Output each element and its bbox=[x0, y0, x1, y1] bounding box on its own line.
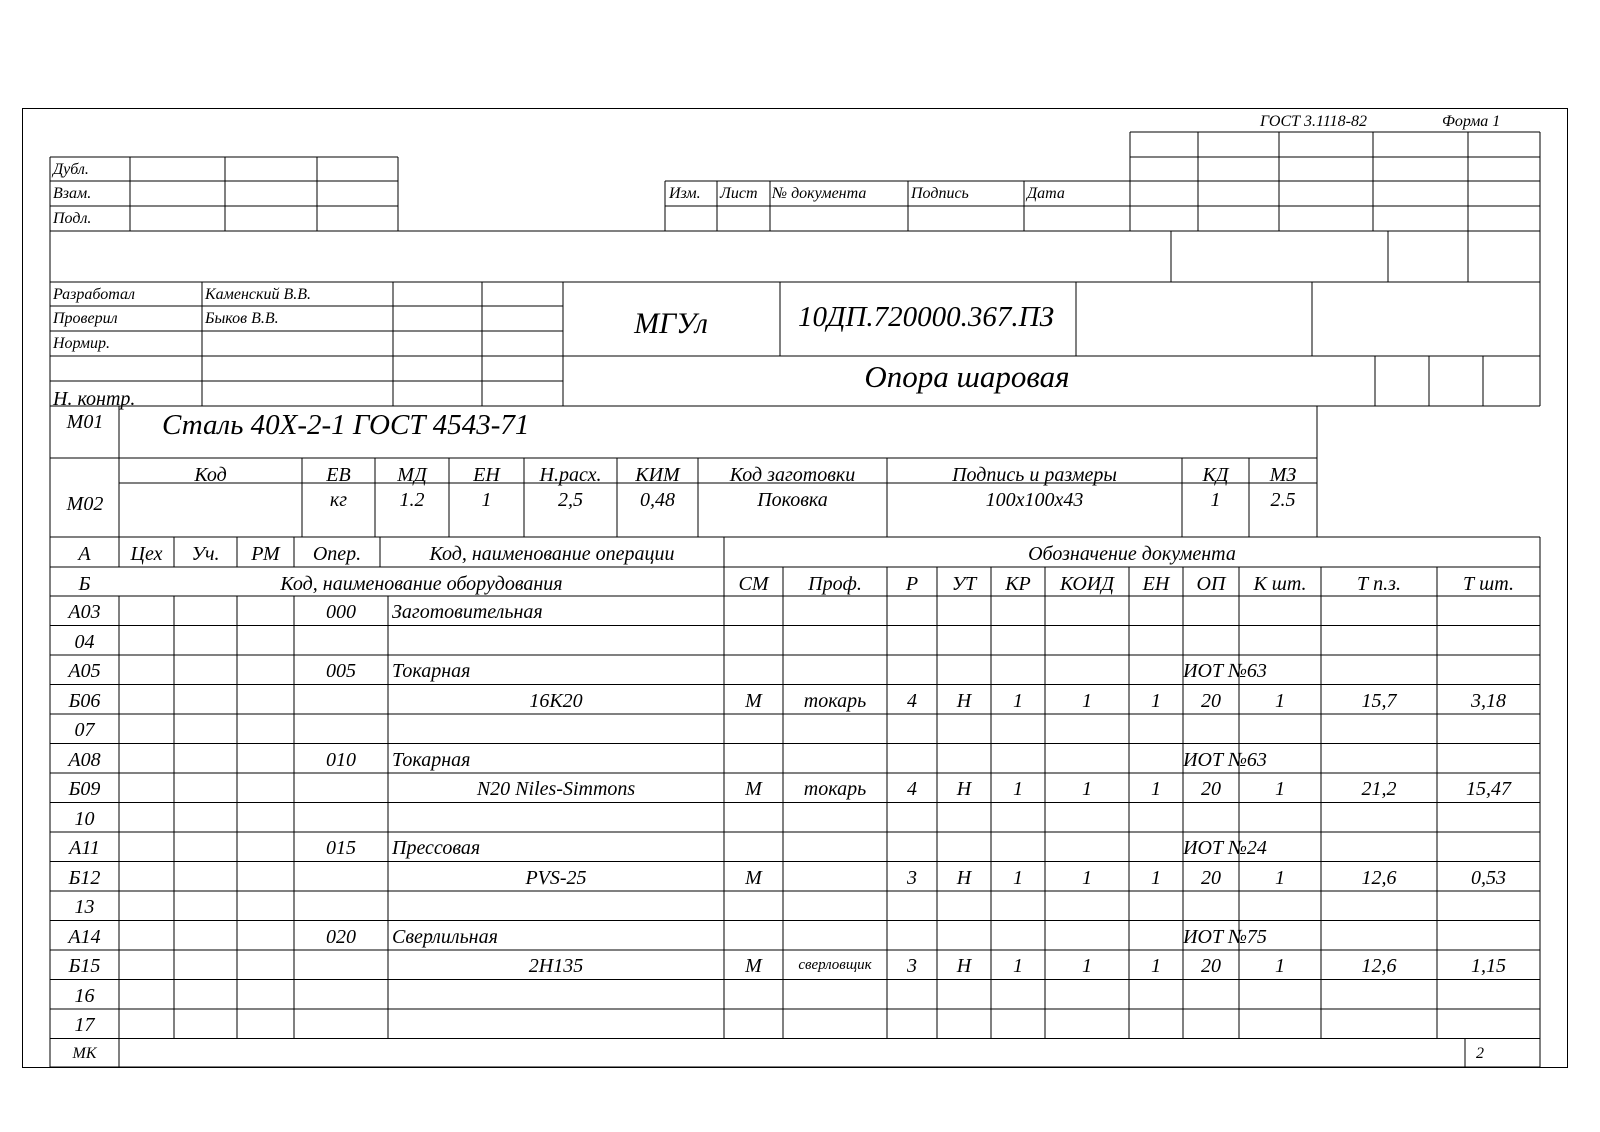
row-mark: 04 bbox=[74, 630, 95, 653]
signature-label: Подпись bbox=[911, 185, 969, 202]
m02-header-2: МД bbox=[397, 464, 427, 486]
header-oper: Опер. bbox=[312, 543, 362, 565]
row-col-4: 1 bbox=[1013, 955, 1023, 977]
row-doc: ИОТ №63 bbox=[1183, 660, 1267, 682]
part-name: Опора шаровая bbox=[864, 359, 1070, 394]
row-oper: 020 bbox=[326, 925, 356, 948]
row-mark: 16 bbox=[74, 984, 95, 1007]
m02-header-6: Код заготовки bbox=[729, 464, 856, 486]
row-mark: Б09 bbox=[68, 778, 101, 800]
footer-mk: МК bbox=[72, 1044, 97, 1062]
m02-header-5: КИМ bbox=[635, 464, 680, 486]
row-col-9: 15,7 bbox=[1361, 689, 1397, 712]
row-col-2: 4 bbox=[907, 778, 917, 800]
header-col-5: КОИД bbox=[1060, 573, 1114, 595]
header-oper-name: Код, наименование операции bbox=[429, 543, 675, 565]
list-label: Лист bbox=[720, 185, 758, 202]
row-col-7: 20 bbox=[1201, 689, 1221, 712]
developed-name: Каменский В.В. bbox=[205, 286, 312, 303]
m02-value-6: Поковка bbox=[757, 489, 828, 511]
row-col-10: 3,18 bbox=[1471, 689, 1506, 712]
row-col-0: М bbox=[745, 955, 762, 977]
header-a-mark: А bbox=[78, 543, 91, 565]
checked-name: Быков В.В. bbox=[205, 310, 279, 327]
row-oper-name: Сверлильная bbox=[392, 925, 498, 948]
header-col-7: ОП bbox=[1196, 573, 1226, 595]
doc-no-label: № документа bbox=[772, 185, 867, 202]
m02-value-4: 2,5 bbox=[558, 489, 583, 511]
row-oper-name: Прессовая bbox=[392, 837, 481, 859]
row-mark: А08 bbox=[68, 748, 101, 771]
row-col-10: 0,53 bbox=[1471, 866, 1506, 889]
row-mark: 10 bbox=[74, 807, 95, 830]
header-doc: Обозначение документа bbox=[1028, 543, 1236, 565]
dubl-label: Дубл. bbox=[53, 161, 89, 178]
date-label: Дата bbox=[1027, 185, 1065, 202]
row-mark: А05 bbox=[68, 660, 101, 682]
row-col-5: 1 bbox=[1082, 689, 1092, 712]
m02-value-7: 100х100х43 bbox=[985, 489, 1084, 511]
developed-label: Разработал bbox=[53, 286, 135, 303]
row-doc: ИОТ №75 bbox=[1183, 925, 1267, 948]
row-col-9: 21,2 bbox=[1361, 778, 1397, 800]
row-col-1: токарь bbox=[803, 778, 867, 800]
row-col-0: М bbox=[745, 689, 762, 712]
row-col-2: 4 bbox=[907, 689, 917, 712]
header-col-4: КР bbox=[1005, 573, 1031, 595]
row-col-2: 3 bbox=[907, 866, 917, 889]
row-col-4: 1 bbox=[1013, 689, 1023, 712]
row-col-1: токарь bbox=[803, 689, 867, 712]
row-col-8: 1 bbox=[1275, 866, 1285, 889]
row-oper-name: Заготовительная bbox=[392, 601, 543, 623]
m02-value-3: 1 bbox=[481, 489, 492, 511]
row-col-6: 1 bbox=[1151, 866, 1161, 889]
ncontrol-label: Н. контр. bbox=[53, 388, 136, 410]
header-col-1: Проф. bbox=[808, 573, 862, 595]
row-col-3: Н bbox=[956, 866, 972, 889]
row-mark: 17 bbox=[74, 1014, 95, 1036]
m02-header-8: КД bbox=[1202, 464, 1229, 486]
header-col-2: Р bbox=[905, 573, 919, 595]
row-col-5: 1 bbox=[1082, 778, 1092, 800]
row-col-6: 1 bbox=[1151, 955, 1161, 977]
checked-label: Проверил bbox=[53, 310, 118, 327]
row-mark: А03 bbox=[68, 601, 101, 623]
header-workplace: РМ bbox=[251, 543, 280, 565]
row-col-6: 1 bbox=[1151, 778, 1161, 800]
row-col-3: Н bbox=[956, 955, 972, 977]
podl-label: Подл. bbox=[53, 210, 92, 227]
m02-header-7: Подпись и размеры bbox=[952, 464, 1117, 486]
row-equipment: 2Н135 bbox=[528, 955, 584, 977]
header-col-0: СМ bbox=[738, 573, 769, 595]
header-col-9: Т п.з. bbox=[1357, 573, 1401, 595]
norm-label: Нормир. bbox=[53, 335, 110, 352]
row-oper: 005 bbox=[326, 660, 356, 682]
row-oper: 000 bbox=[326, 601, 356, 623]
m02-value-1: кг bbox=[329, 489, 348, 511]
row-doc: ИОТ №63 bbox=[1183, 748, 1267, 771]
m02-header-4: Н.расх. bbox=[539, 464, 602, 486]
row-col-4: 1 bbox=[1013, 778, 1023, 800]
row-col-8: 1 bbox=[1275, 689, 1285, 712]
row-oper-name: Токарная bbox=[392, 660, 471, 682]
organization-name: МГУл bbox=[634, 307, 708, 340]
m02-value-9: 2.5 bbox=[1270, 489, 1296, 511]
row-mark: А14 bbox=[68, 925, 101, 948]
row-col-8: 1 bbox=[1275, 955, 1285, 977]
row-col-2: 3 bbox=[907, 955, 917, 977]
row-mark: Б12 bbox=[68, 866, 101, 889]
row-col-9: 12,6 bbox=[1361, 866, 1397, 889]
row-oper-name: Токарная bbox=[392, 748, 471, 771]
row-mark: 13 bbox=[74, 896, 95, 918]
footer-sheet-no: 2 bbox=[1476, 1044, 1484, 1062]
header-col-3: УТ bbox=[951, 573, 977, 595]
vzam-label: Взам. bbox=[53, 185, 92, 202]
row-col-0: М bbox=[745, 866, 762, 889]
document-code: 10ДП.720000.367.ПЗ bbox=[798, 301, 1054, 333]
row-doc: ИОТ №24 bbox=[1183, 837, 1267, 859]
row-col-7: 20 bbox=[1201, 866, 1221, 889]
row-col-7: 20 bbox=[1201, 778, 1221, 800]
row-mark: Б06 bbox=[68, 689, 101, 712]
row-mark: 07 bbox=[74, 719, 95, 741]
row-equipment: N20 Niles-Simmons bbox=[476, 778, 636, 800]
header-equipment: Код, наименование оборудования bbox=[280, 573, 563, 595]
row-col-9: 12,6 bbox=[1361, 955, 1397, 977]
header-b-mark: Б bbox=[78, 573, 91, 595]
row-col-6: 1 bbox=[1151, 689, 1161, 712]
header-col-8: К шт. bbox=[1253, 573, 1307, 595]
m01-code: М01 bbox=[66, 411, 104, 433]
m02-header-0: Код bbox=[194, 464, 227, 486]
row-oper: 015 bbox=[326, 837, 356, 859]
m02-header-3: ЕН bbox=[473, 464, 500, 486]
m02-value-2: 1.2 bbox=[399, 489, 425, 511]
gost-label: ГОСТ 3.1118-82 bbox=[1260, 113, 1367, 130]
row-col-3: Н bbox=[956, 778, 972, 800]
m02-value-8: 1 bbox=[1210, 489, 1221, 511]
row-col-5: 1 bbox=[1082, 866, 1092, 889]
m02-header-1: ЕВ bbox=[326, 464, 351, 486]
m02-value-5: 0,48 bbox=[640, 489, 675, 511]
row-col-7: 20 bbox=[1201, 955, 1221, 977]
row-mark: Б15 bbox=[68, 955, 101, 977]
header-col-10: Т шт. bbox=[1463, 573, 1514, 595]
row-col-3: Н bbox=[956, 689, 972, 712]
m02-header-9: МЗ bbox=[1269, 464, 1297, 486]
row-col-1: сверловщик bbox=[798, 957, 872, 973]
material-value: Сталь 40Х-2-1 ГОСТ 4543-71 bbox=[162, 409, 530, 441]
form-number: Форма 1 bbox=[1442, 113, 1501, 130]
row-equipment: PVS-25 bbox=[525, 866, 587, 889]
izm-label: Изм. bbox=[669, 185, 701, 202]
header-section: Уч. bbox=[191, 543, 220, 565]
row-col-5: 1 bbox=[1082, 955, 1092, 977]
row-oper: 010 bbox=[326, 748, 356, 771]
row-col-8: 1 bbox=[1275, 778, 1285, 800]
row-col-4: 1 bbox=[1013, 866, 1023, 889]
row-col-0: М bbox=[745, 778, 762, 800]
row-col-10: 15,47 bbox=[1466, 778, 1511, 800]
row-mark: А11 bbox=[69, 837, 100, 859]
row-equipment: 16К20 bbox=[529, 689, 583, 712]
m02-code: М02 bbox=[66, 493, 104, 515]
header-col-6: ЕН bbox=[1142, 573, 1170, 595]
row-col-10: 1,15 bbox=[1471, 955, 1506, 977]
header-shop: Цех bbox=[130, 543, 163, 565]
